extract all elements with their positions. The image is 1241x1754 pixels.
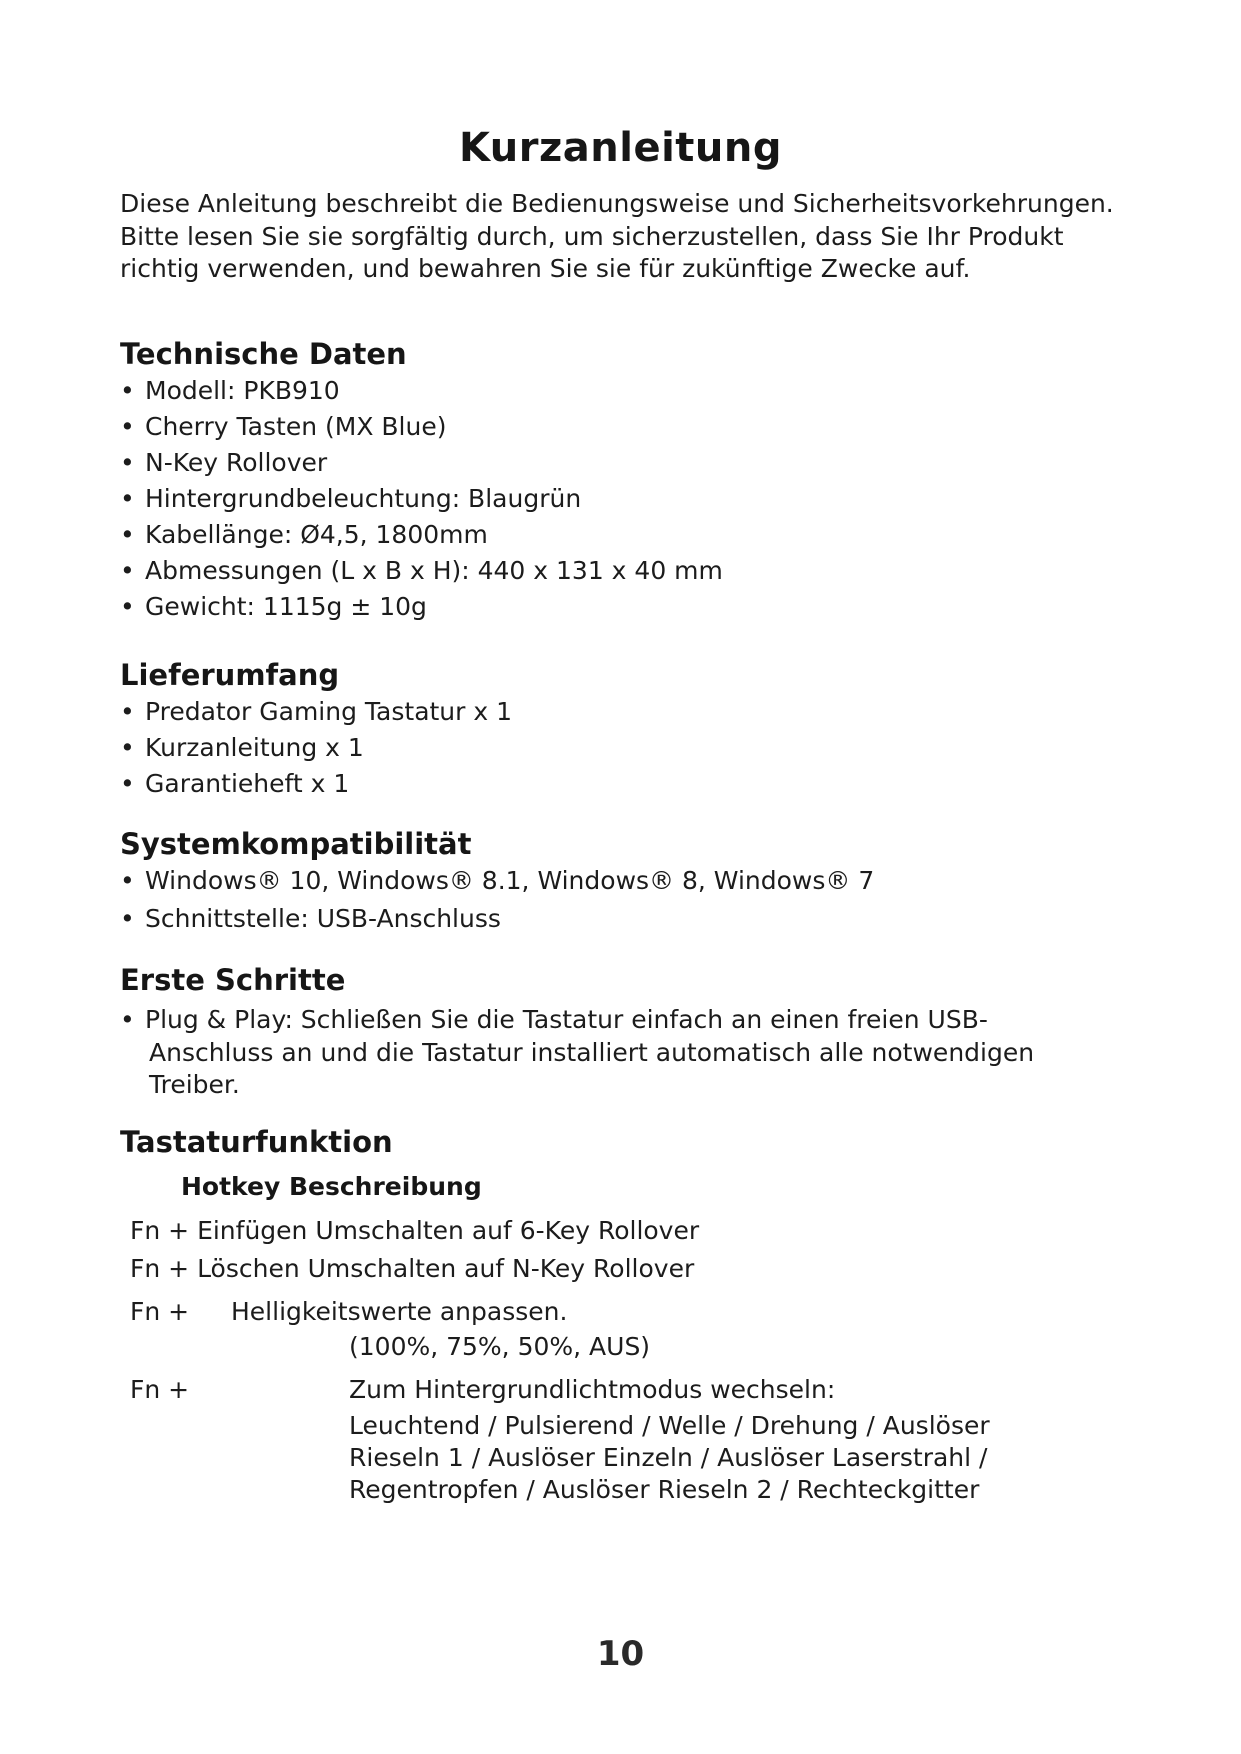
list-item: • Abmessungen (L x B x H): 440 x 131 x 40 mm [120, 556, 1140, 592]
list-item: • Kabellänge: Ø4,5, 1800mm [120, 520, 1140, 556]
list-item: • Kurzanleitung x 1 [120, 733, 1140, 769]
hotkey-row-1: Fn + Einfügen Umschalten auf 6-Key Rollover [130, 1216, 700, 1245]
hotkey-row-4-key: Fn + [130, 1375, 190, 1404]
specs-list [120, 376, 1140, 628]
list-item [120, 1004, 1140, 1102]
hotkey-row-4-line-2: Rieseln 1 / Auslöser Einzeln / Auslöser Laserstrahl / [349, 1443, 988, 1472]
list-item: • Windows® 10, Windows® 8.1, Windows® 8, Windows® 7 [120, 866, 1140, 904]
hotkey-row-3-desc: Helligkeitswerte anpassen. [231, 1297, 568, 1326]
start-list [120, 1004, 1140, 1102]
function-heading: Tastaturfunktion [120, 1125, 393, 1159]
intro-paragraph: Diese Anleitung beschreibt die Bedienungsweise und Sicherheitsvorkehrungen. Bitte lesen Sie sie sorgfältig durch, um sicherzustellen, dass Sie Ihr Produkt richtig verwenden, und bewahren Sie sie für zukünftige Zwecke auf. [120, 189, 1114, 283]
hotkey-row-3-key: Fn + [130, 1297, 190, 1326]
contents-heading: Lieferumfang [120, 658, 340, 692]
list-item: • Cherry Tasten (MX Blue) [120, 412, 1140, 448]
start-heading: Erste Schritte [120, 963, 346, 997]
hotkey-subheading: Hotkey Beschreibung [181, 1172, 482, 1201]
hotkey-row-4-line-3: Regentropfen / Auslöser Rieseln 2 / Rechteckgitter [349, 1475, 980, 1504]
list-item: • Gewicht: 1115g ± 10g [120, 592, 1140, 628]
page-number: 10 [596, 1634, 645, 1674]
page-title: Kurzanleitung [458, 125, 782, 171]
hotkey-row-3-values: (100%, 75%, 50%, AUS) [349, 1332, 651, 1361]
list-item: • Predator Gaming Tastatur x 1 [120, 697, 1140, 733]
hotkey-row-2: Fn + Löschen Umschalten auf N-Key Rollover [130, 1254, 695, 1283]
compat-list [120, 866, 1140, 942]
list-item: • Garantieheft x 1 [120, 769, 1140, 805]
specs-heading: Technische Daten [120, 337, 407, 371]
list-item: • Schnittstelle: USB-Anschluss [120, 904, 1140, 942]
hotkey-row-4-desc: Zum Hintergrundlichtmodus wechseln: [349, 1375, 836, 1404]
list-item: • N-Key Rollover [120, 448, 1140, 484]
compat-heading: Systemkompatibilität [120, 827, 472, 861]
start-line-2: Anschluss an und die Tastatur installiert automatisch alle notwendigen [149, 1037, 1035, 1067]
start-line-1: • Plug & Play: Schließen Sie die Tastatur einfach an einen freien USB- [145, 1005, 988, 1034]
list-item: • Hintergrundbeleuchtung: Blaugrün [120, 484, 1140, 520]
hotkey-row-4-line-1: Leuchtend / Pulsierend / Welle / Drehung / Auslöser [349, 1411, 990, 1440]
contents-list [120, 697, 1140, 805]
list-item: • Modell: PKB910 [120, 376, 1140, 412]
start-line-3: Treiber. [149, 1070, 240, 1099]
